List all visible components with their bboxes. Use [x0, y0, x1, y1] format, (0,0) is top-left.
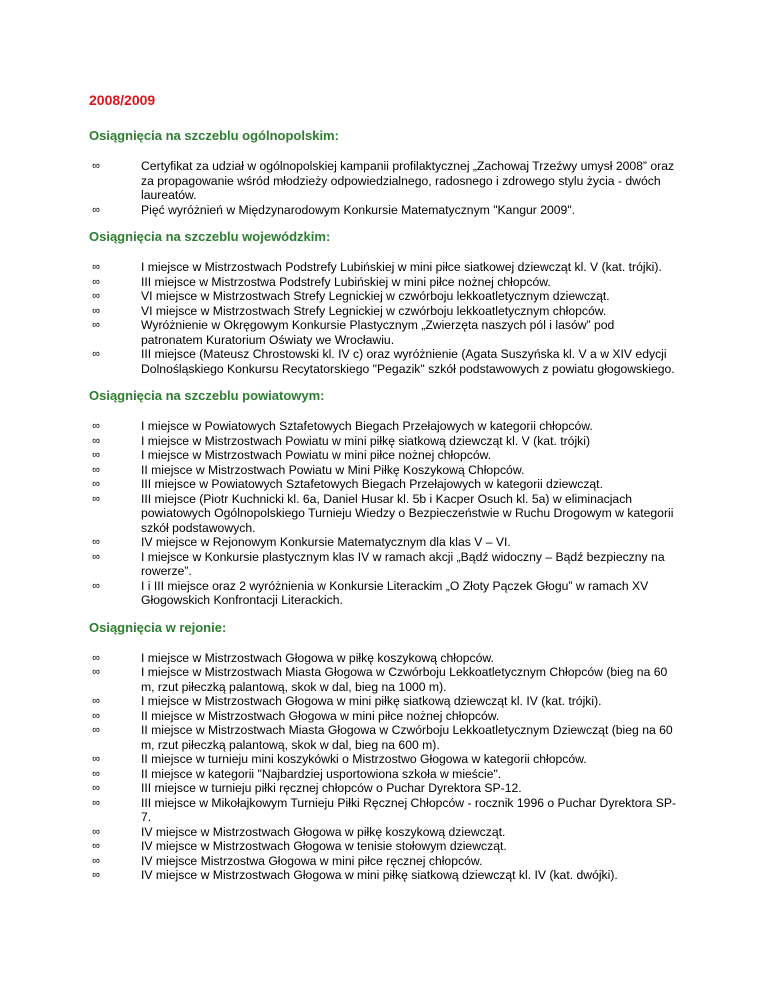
list-item-text: III miejsce w turnieju piłki ręcznej chłopców o Puchar Dyrektora SP-12.	[141, 781, 522, 795]
infinity-bullet-icon: ∞	[92, 348, 100, 360]
infinity-bullet-icon: ∞	[92, 203, 100, 216]
list-item-text: III miejsce w Mistrzostwa Podstrefy Lubińskiej w mini piłce nożnej chłopców.	[141, 274, 551, 289]
year-heading: 2008/2009	[89, 92, 156, 108]
list-item-text: II miejsce w kategorii "Najbardziej usportowiona szkoła w mieście".	[141, 766, 502, 781]
infinity-bullet-icon: ∞	[92, 796, 100, 809]
list-item	[89, 448, 679, 463]
infinity-bullet-icon: ∞	[92, 651, 100, 664]
list-item-text: VI miejsce w Mistrzostwach Strefy Legnickiej w czwórboju lekkoatletycznym dziewcząt.	[141, 289, 610, 303]
infinity-bullet-icon: ∞	[92, 434, 100, 447]
list-item	[89, 868, 679, 883]
list-item	[89, 839, 679, 854]
achievement-list	[89, 260, 679, 376]
list-item	[89, 825, 679, 840]
list-item-text: IV miejsce w Mistrzostwach Głogowa w piłkę koszykową dziewcząt.	[141, 824, 506, 839]
list-item	[89, 275, 679, 290]
infinity-bullet-icon: ∞	[92, 753, 100, 765]
list-item	[89, 694, 679, 709]
list-item	[89, 260, 679, 275]
list-item	[89, 752, 679, 767]
infinity-bullet-icon: ∞	[92, 666, 100, 678]
list-item	[89, 723, 679, 752]
infinity-bullet-icon: ∞	[92, 695, 100, 707]
infinity-bullet-icon: ∞	[92, 869, 100, 881]
infinity-bullet-icon: ∞	[92, 304, 100, 317]
list-item	[89, 796, 679, 825]
list-item-text: I miejsce w Mistrzostwach Głogowa w piłkę koszykową chłopców.	[141, 650, 494, 665]
list-item	[89, 203, 679, 218]
list-item	[89, 854, 679, 869]
achievement-list	[89, 651, 679, 883]
achievements-sections	[89, 128, 679, 883]
list-item	[89, 289, 679, 304]
list-item-text: IV miejsce Mistrzostwa Głogowa w mini piłce ręcznej chłopców.	[141, 853, 483, 868]
infinity-bullet-icon: ∞	[92, 825, 100, 838]
infinity-bullet-icon: ∞	[92, 579, 100, 592]
infinity-bullet-icon: ∞	[92, 449, 100, 461]
infinity-bullet-icon: ∞	[92, 275, 100, 288]
list-item-text: III miejsce w Mikołajkowym Turnieju Piłki Ręcznej Chłopców - rocznik 1996 o Puchar Dyrektora SP-7.	[141, 795, 677, 824]
infinity-bullet-icon: ∞	[92, 782, 100, 794]
list-item	[89, 318, 679, 347]
infinity-bullet-icon: ∞	[92, 261, 100, 273]
list-item	[89, 767, 679, 782]
section-heading: Osiągnięcia na szczeblu wojewódzkim:	[89, 229, 331, 244]
list-item-text: IV miejsce w Rejonowym Konkursie Matematycznym dla klas V – VI.	[141, 535, 511, 549]
infinity-bullet-icon: ∞	[92, 492, 100, 505]
infinity-bullet-icon: ∞	[92, 160, 100, 172]
infinity-bullet-icon: ∞	[92, 536, 100, 548]
list-item-text: Pięć wyróżnień w Międzynarodowym Konkursie Matematycznym "Kangur 2009".	[141, 202, 576, 217]
list-item	[89, 492, 679, 536]
list-item	[89, 159, 679, 203]
list-item	[89, 304, 679, 319]
section-heading: Osiągnięcia na szczeblu powiatowym:	[89, 388, 325, 403]
list-item-text: I i III miejsce oraz 2 wyróżnienia w Konkursie Literackim „O Złoty Pączek Głogu” w ramach XV Głogowskich Konfrontacji Literackich.	[141, 578, 649, 607]
infinity-bullet-icon: ∞	[92, 840, 100, 852]
list-item	[89, 535, 679, 550]
list-item	[89, 781, 679, 796]
list-item	[89, 665, 679, 694]
list-item-text: I miejsce w Mistrzostwach Głogowa w mini piłkę siatkową dziewcząt kl. IV (kat. trójki).	[141, 694, 602, 708]
list-item	[89, 463, 679, 478]
infinity-bullet-icon: ∞	[92, 478, 100, 490]
list-item	[89, 550, 679, 579]
list-item-text: Certyfikat za udział w ogólnopolskiej kampanii profilaktycznej „Zachowaj Trzeźwy umysł 2008” oraz za propagowanie wśród młodzieży odpowiedzialnego, radosnego i zdrowego stylu życia - dwóch laureatów.	[141, 159, 675, 202]
infinity-bullet-icon: ∞	[92, 767, 100, 780]
list-item-text: Wyróżnienie w Okręgowym Konkursie Plastycznym „Zwierzęta naszych pól i lasów” pod patronatem Kuratorium Oświaty we Wrocławiu.	[141, 318, 615, 347]
achievement-list	[89, 159, 679, 217]
achievement-list	[89, 419, 679, 608]
infinity-bullet-icon: ∞	[92, 709, 100, 722]
list-item	[89, 434, 679, 449]
list-item	[89, 477, 679, 492]
list-item-text: I miejsce w Mistrzostwach Podstrefy Lubińskiej w mini piłce siatkowej dziewcząt kl. V (kat. trójki).	[141, 260, 662, 274]
list-item-text: III miejsce w Powiatowych Sztafetowych Biegach Przełajowych w kategorii dziewcząt.	[141, 477, 603, 491]
list-item-text: I miejsce w Konkursie plastycznym klas IV w ramach akcji „Bądź widoczny – Bądź bezpieczny na rowerze”.	[141, 549, 665, 578]
infinity-bullet-icon: ∞	[92, 550, 100, 563]
list-item-text: III miejsce (Piotr Kuchnicki kl. 6a, Daniel Husar kl. 5b i Kacper Osuch kl. 5a) w eliminacjach powiatowych Ogólnopolskiego Turnieju Wiedzy o Bezpieczeństwie w Ruchu Drogowym w kategorii szkół podstawowych.	[141, 491, 674, 535]
infinity-bullet-icon: ∞	[92, 854, 100, 867]
infinity-bullet-icon: ∞	[92, 290, 100, 302]
section-heading: Osiągnięcia w rejonie:	[89, 619, 227, 635]
list-item	[89, 709, 679, 724]
list-item-text: I miejsce w Mistrzostwach Miasta Głogowa w Czwórboju Lekkoatletycznym Chłopców (bieg na 60 m, rzut piłeczką palantową, skok w dal, bieg na 1000 m).	[141, 665, 668, 694]
infinity-bullet-icon: ∞	[92, 420, 100, 432]
list-item-text: I miejsce w Mistrzostwach Powiatu w mini piłkę siatkową dziewcząt kl. V (kat. trójki)	[141, 433, 591, 448]
list-item	[89, 347, 679, 376]
list-item-text: IV miejsce w Mistrzostwach Głogowa w tenisie stołowym dziewcząt.	[141, 839, 507, 853]
list-item-text: II miejsce w Mistrzostwach Miasta Głogowa w Czwórboju Lekkoatletycznym Dziewcząt (bieg na 60 m, rzut piłeczką palantową, skok w dal, bieg na 600 m).	[141, 723, 673, 752]
list-item	[89, 579, 679, 608]
list-item-text: II miejsce w turnieju mini koszykówki o Mistrzostwo Głogowa w kategorii chłopców.	[141, 752, 587, 766]
infinity-bullet-icon: ∞	[92, 319, 100, 331]
infinity-bullet-icon: ∞	[92, 724, 100, 736]
list-item-text: III miejsce (Mateusz Chrostowski kl. IV c) oraz wyróżnienie (Agata Suszyńska kl. V a w XIV edycji Dolnośląskiego Konkursu Recytatorskiego "Pegazik" szkół podstawowych z powiatu głogowskiego.	[141, 347, 675, 376]
list-item-text: I miejsce w Powiatowych Sztafetowych Biegach Przełajowych w kategorii chłopców.	[141, 419, 593, 433]
infinity-bullet-icon: ∞	[92, 463, 100, 476]
list-item-text: II miejsce w Mistrzostwach Głogowa w mini piłce nożnej chłopców.	[141, 708, 500, 723]
list-item-text: II miejsce w Mistrzostwach Powiatu w Mini Piłkę Koszykową Chłopców.	[141, 462, 525, 477]
list-item	[89, 651, 679, 666]
document-page	[89, 92, 679, 895]
list-item-text: IV miejsce w Mistrzostwach Głogowa w mini piłkę siatkową dziewcząt kl. IV (kat. dwójki).	[141, 868, 618, 882]
list-item-text: VI miejsce w Mistrzostwach Strefy Legnickiej w czwórboju lekkoatletycznym chłopców.	[141, 303, 607, 318]
list-item	[89, 419, 679, 434]
section-heading: Osiągnięcia na szczeblu ogólnopolskim:	[89, 128, 339, 143]
list-item-text: I miejsce w Mistrzostwach Powiatu w mini piłce nożnej chłopców.	[141, 448, 492, 462]
